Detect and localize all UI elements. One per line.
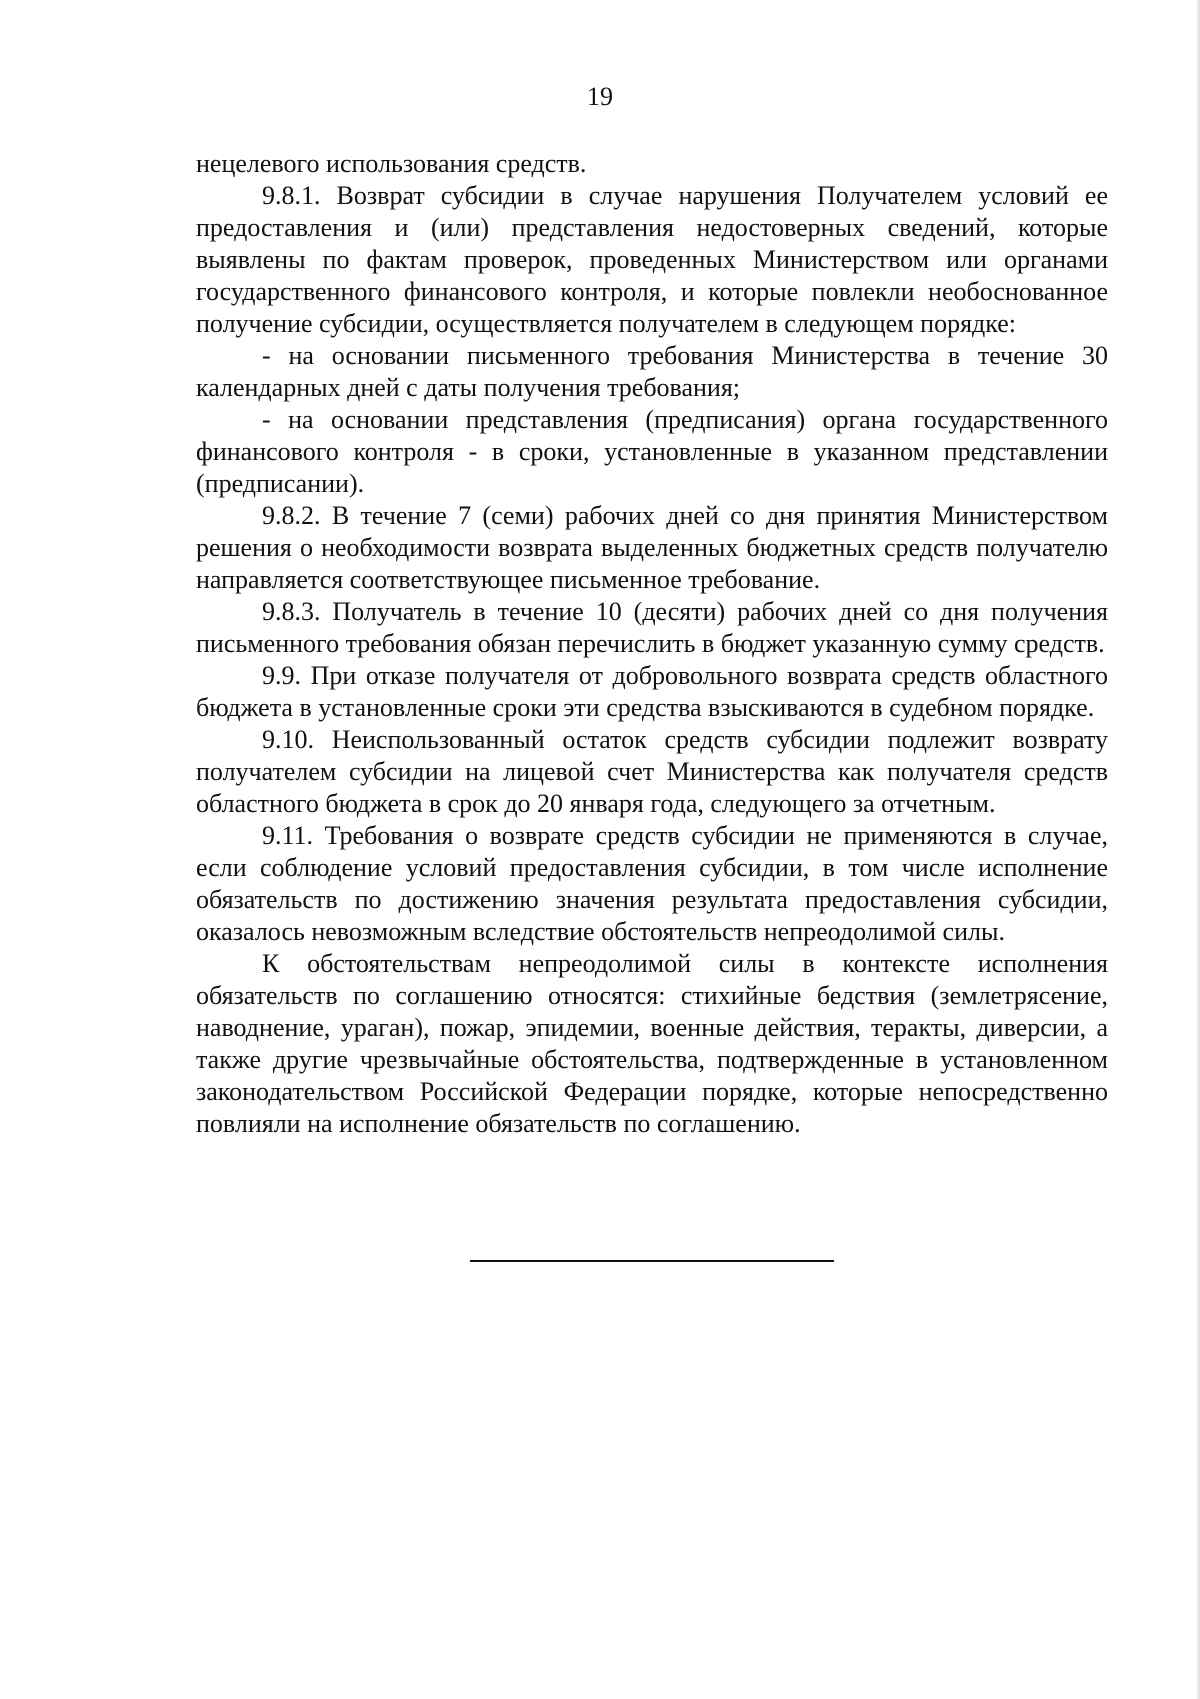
paragraph-9-10: 9.10. Неиспользованный остаток средств субсидии подлежит возврату получателем субсидии на лицевой счет Министерства как получателя средств областного бюджета в срок до 20 января года, следующего за отчетным.	[196, 725, 1108, 818]
paragraph-9-9: 9.9. При отказе получателя от добровольного возврата средств областного бюджета в установленные сроки эти средства взыскиваются в судебном порядке.	[196, 661, 1108, 722]
paragraph-9-8-3: 9.8.3. Получатель в течение 10 (десяти) рабочих дней со дня получения письменного требования обязан перечислить в бюджет указанную сумму средств.	[196, 597, 1108, 658]
paragraph-force-majeure: К обстоятельствам непреодолимой силы в контексте исполнения обязательств по соглашению относятся: стихийные бедствия (землетрясение, наводнение, ураган), пожар, эпидемии, военные действия, теракты, диверсии, а также другие чрезвычайные обстоятельства, подтвержденные в установленном законодательством Российской Федерации порядке, которые непосредственно повлияли на исполнение обязательств по соглашению.	[196, 949, 1108, 1138]
paragraph-9-11: 9.11. Требования о возврате средств субсидии не применяются в случае, если соблюдение условий предоставления субсидии, в том числе исполнение обязательств по достижению значения результата предоставления субсидии, оказалось невозможным вследствие обстоятельств непреодолимой силы.	[196, 821, 1108, 946]
paragraph-9-8-1: 9.8.1. Возврат субсидии в случае нарушения Получателем условий ее предоставления и (или) представления недостоверных сведений, которые выявлены по фактам проверок, проведенных Министерством или органами государственного финансового контроля, и которые повлекли необоснованное получение субсидии, осуществляется получателем в следующем порядке:	[196, 181, 1108, 338]
paragraph-continuation: нецелевого использования средств.	[196, 149, 587, 178]
document-body	[196, 148, 1108, 1140]
paragraph-9-8-2: 9.8.2. В течение 7 (семи) рабочих дней со дня принятия Министерством решения о необходимости возврата выделенных бюджетных средств получателю направляется соответствующее письменное требование.	[196, 501, 1108, 594]
page-number: 19	[587, 82, 613, 111]
scan-edge-shadow	[1196, 0, 1200, 1699]
end-of-document-rule	[470, 1260, 834, 1262]
paragraph-9-8-1-item-1: - на основании письменного требования Министерства в течение 30 календарных дней с даты получения требования;	[196, 341, 1108, 402]
paragraph-9-8-1-item-2: - на основании представления (предписания) органа государственного финансового контроля - в сроки, установленные в указанном представлении (предписании).	[196, 405, 1108, 498]
